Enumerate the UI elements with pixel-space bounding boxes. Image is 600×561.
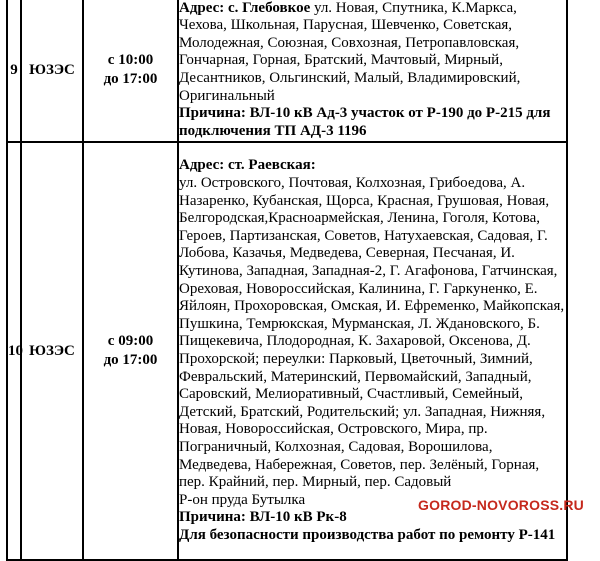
extra-location: Р-он пруда Бутылка: [179, 491, 306, 508]
time-window: [83, 0, 178, 142]
row-number: 9: [7, 0, 21, 142]
address-label: Адрес: ст. Раевская:: [179, 157, 316, 174]
safety-note: Для безопасности производства работ по ремонту Р-141: [179, 526, 556, 543]
time-to: до 17:00: [103, 71, 158, 87]
reason: Причина: ВЛ-10 кВ Рк-8: [179, 509, 347, 526]
time-window: [83, 142, 178, 560]
address-text: ул. Островского, Почтовая, Колхозная, Грибоедова, А. Назаренко, Кубанская, Щорса, Красная, Грушовая, Новая, Белгородская,Красноармейская, Ленина, Гоголя, Котова, Героев, Партизанская, Советов, Натухаевская, Садовая, Г. Лобова, Казачья, Медведева, Северная, Песчаная, И. Кутинова, Западная, Западная-2, Г. Агафонова, Гатчинская, Ореховая, Новороссийская, Калинина, Г. Гаркуненко, Е. Яйлоян, Прохоровская, Омская, И. Ефременко, Майкопская, Пушкина, Темрюкская, Мурманская, Л. Ждановского, Б. Пищекевича, Плодородная, К. Захаровой, Оксенова, Д. Прохорской; переулки: Парковый, Цветочный, Зимний, Февральский, Материнский, Первомайский, Западный, Саровский, Мелиоративный, Счастливый, Семейный, Детский, Братский, Родительский; ул. Западная, Нижняя, Новая, Новороссийская, Островского, Мира, пр. Пограничный, Колхозная, Садовая, Ворошилова, Медведева, Набережная, Советов, пер. Зелёный, Горная, пер. Крайний, пер. Мирный, пер. Садовый: [179, 175, 565, 491]
outage-details: [178, 0, 567, 142]
site-watermark: GOROD-NOVOROSS.RU: [418, 497, 584, 513]
table-row: [7, 0, 567, 142]
address-text: ул. Новая, Спутника, К.Маркса, Чехова, Школьная, Парусная, Шевченко, Советская, Молодежная, Союзная, Совхозная, Петропавловская, Гончарная, Горная, Братский, Мачтовый, Мирный, Десантников, Ольгинский, Малый, Владимировский, Оригинальный: [179, 0, 521, 104]
time-to: до 17:00: [103, 352, 158, 368]
organization: ЮЗЭС: [21, 0, 83, 142]
outage-table: [6, 0, 568, 561]
organization: ЮЗЭС: [21, 142, 83, 560]
reason: Причина: ВЛ-10 кВ Ад-3 участок от Р-190 до Р-215 для подключения ТП АД-3 1196: [179, 105, 551, 139]
address-label: Адрес: с. Глебовкое: [179, 0, 311, 16]
time-from: с 09:00: [107, 333, 154, 349]
time-from: с 10:00: [107, 52, 154, 68]
row-number: 10: [7, 142, 21, 560]
